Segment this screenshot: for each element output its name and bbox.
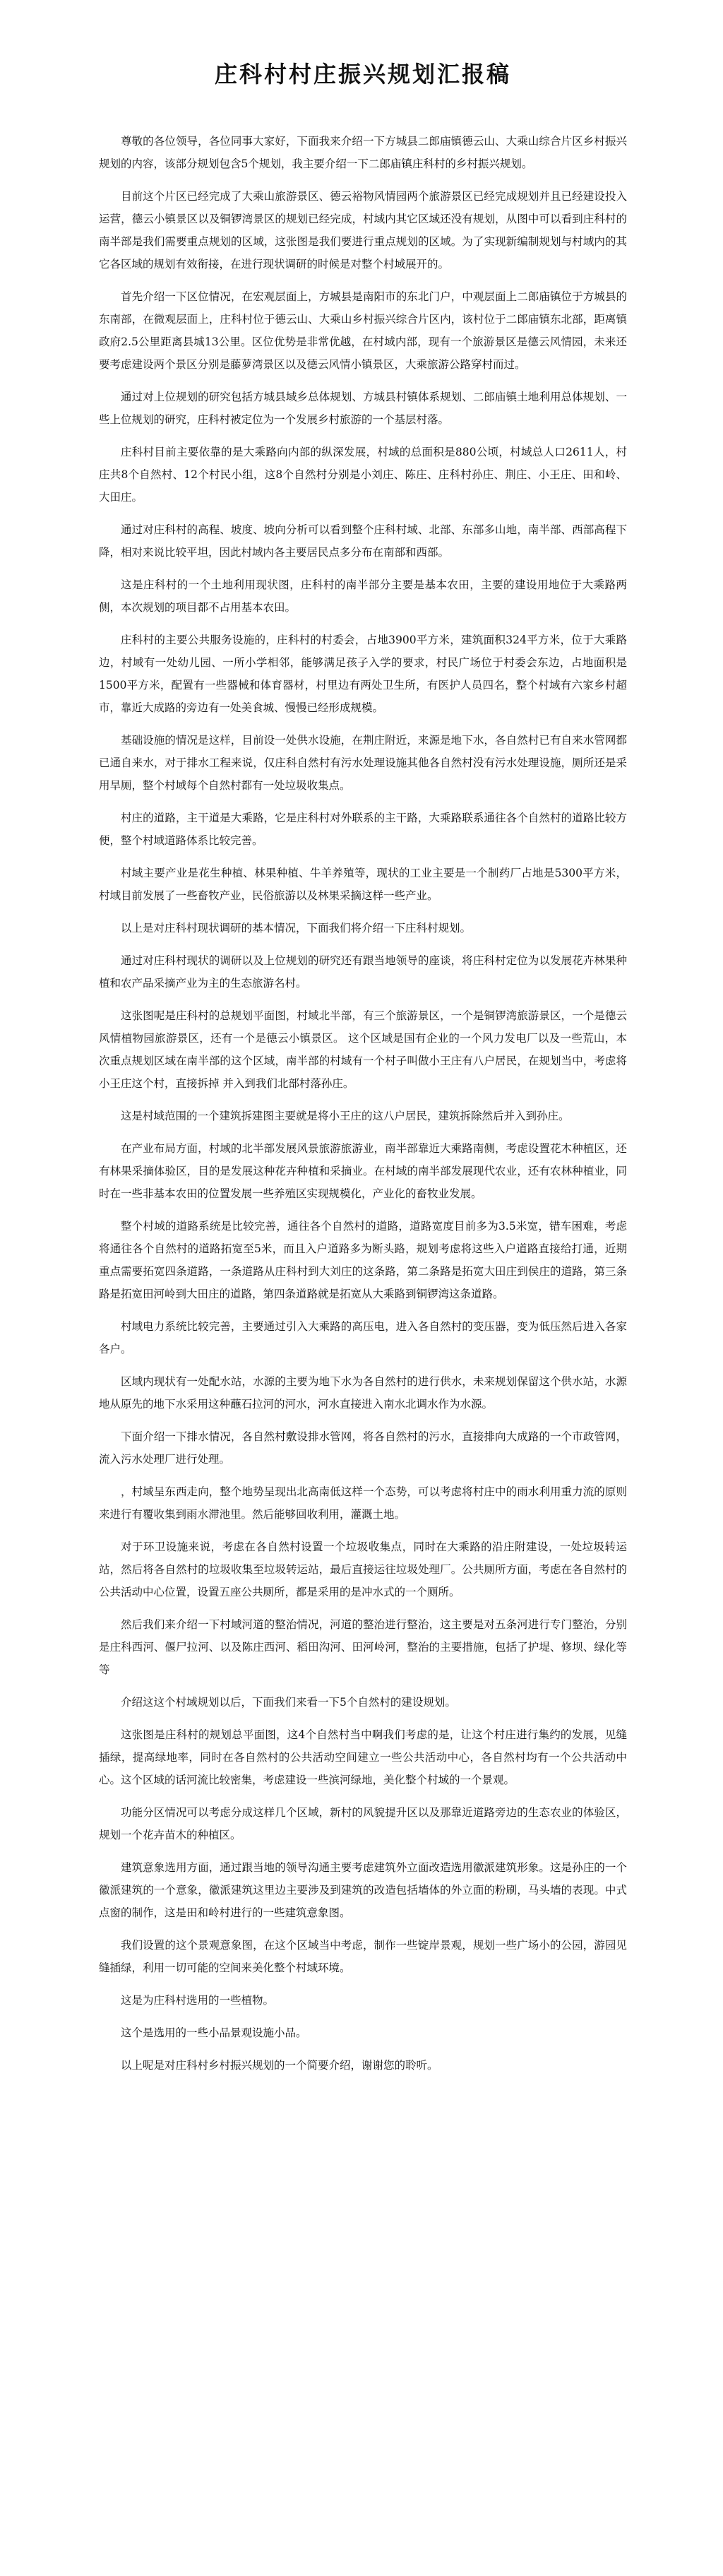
- paragraph: 这是村域范围的一个建筑拆建图主要就是将小王庄的这八户居民，建筑拆除然后并入到孙庄。: [121, 1110, 570, 1122]
- paragraph: 以上呢是对庄科村乡村振兴规划的一个简要介绍，谢谢您的聆听。: [121, 2059, 438, 2072]
- paragraph: 首先介绍一下区位情况，在宏观层面上，方城县是南阳市的东北门户，中观层面上二郎庙镇位于方城县的东南部，在微观层面上，庄科村位于德云山、大乘山乡村振兴综合片区内，该村位于二郎庙镇东北部，距离镇政府2.5公里距离县城13公里。区位优势是非常优越，在村域内部，现有一个旅游景区是德云风情园，未来还要考虑建设两个景区分别是藤萝湾景区以及德云风情小镇景区，大乘旅游公路穿村而过。: [99, 290, 627, 371]
- paragraph: 这个是选用的一些小品景观设施小品。: [121, 2026, 307, 2039]
- paragraph: 通过对上位规划的研究包括方城县域乡总体规划、方城县村镇体系规划、二郎庙镇土地利用总体规划、一些上位规划的研究，庄科村被定位为一个发展乡村旅游的一个基层村落。: [99, 391, 627, 426]
- paragraph: 基础设施的情况是这样，目前设一处供水设施，在荆庄附近，来源是地下水，各自然村已有自来水管网都已通自来水，对于排水工程来说，仅庄科自然村有污水处理设施其他各自然村没有污水处理设施，厕所还是采用旱厕，整个村域每个自然村都有一处垃圾收集点。: [99, 734, 627, 792]
- paragraph: 通过对庄科村现状的调研以及上位规划的研究还有跟当地领导的座谈，将庄科村定位为以发展花卉林果种植和农产品采摘产业为主的生态旅游名村。: [99, 954, 627, 990]
- paragraph: 这是庄科村的一个土地利用现状图，庄科村的南半部分主要是基本农田，主要的建设用地位于大乘路两侧，本次规划的项目都不占用基本农田。: [99, 578, 627, 614]
- paragraph: 对于环卫设施来说，考虑在各自然村设置一个垃圾收集点，同时在大乘路的沿庄附建设，一处垃圾转运站，然后将各自然村的垃圾收集至垃圾转运站，最后直接运往垃圾处理厂。公共厕所方面，考虑在各自然村的公共活动中心位置，设置五座公共厕所，都是采用的是冲水式的一个厕所。: [99, 1541, 627, 1598]
- paragraph: 我们设置的这个景观意象图，在这个区域当中考虑，制作一些锭岸景观，规划一些广场小的公园，游园见缝插绿，利用一切可能的空间来美化整个村域环境。: [99, 1939, 627, 1974]
- paragraph: 下面介绍一下排水情况，各自然村敷设排水管网，将各自然村的污水，直接排向大成路的一个市政管网，流入污水处理厂进行处理。: [99, 1430, 627, 1466]
- paragraph: 整个村域的道路系统是比较完善，通往各个自然村的道路，道路宽度目前多为3.5米宽，错车困难，考虑将通往各个自然村的道路拓宽至5米，而且入户道路多为断头路，规划考虑将这些入户道路直接给打通，近期重点需要拓宽四条道路，一条道路从庄科村到大刘庄的这条路，第二条路是拓宽大田庄到侯庄的道路，第三条路是拓宽田河岭到大田庄的道路，第四条道路就是拓宽从大乘路到铜锣湾这条道路。: [99, 1220, 627, 1300]
- paragraph: 在产业布局方面，村域的北半部发展风景旅游旅游业，南半部靠近大乘路南侧，考虑设置花木种植区，还有林果采摘体验区，目的是发展这种花卉种植和采摘业。在村域的南半部发展现代农业，还有农林种植业，同时在一些非基本农田的位置发展一些养殖区实现规模化，产业化的畜牧业发展。: [99, 1142, 627, 1200]
- paragraph: 以上是对庄科村现状调研的基本情况，下面我们将介绍一下庄科村规划。: [121, 922, 472, 934]
- paragraph: 庄科村的主要公共服务设施的，庄科村的村委会，占地3900平方米，建筑面积324平方米，位于大乘路边，村域有一处幼儿园、一所小学相邻，能够满足孩子入学的要求，村民广场位于村委会东边，占地面积是1500平方米，配置有一些器械和体育器材，村里边有两处卫生所，有医护人员四名，整个村域有六家乡村超市，靠近大成路的旁边有一处美食城、慢慢已经形成规模。: [99, 634, 627, 714]
- document-body: [99, 130, 627, 2077]
- paragraph: ，村域呈东西走向，整个地势呈现出北高南低这样一个态势，可以考虑将村庄中的雨水利用重力流的原则来进行有覆收集到雨水滞池里。然后能够回收利用，灌溉土地。: [99, 1485, 627, 1521]
- paragraph: 这张图是庄科村的规划总平面图，这4个自然村当中啊我们考虑的是，让这个村庄进行集约的发展，见缝插绿，提高绿地率，同时在各自然村的公共活动空间建立一些公共活动中心，各自然村均有一个公共活动中心。这个区域的话河流比较密集，考虑建设一些滨河绿地，美化整个村域的一个景观。: [99, 1728, 627, 1786]
- paragraph: 介绍这这个村域规划以后，下面我们来看一下5个自然村的建设规划。: [121, 1696, 456, 1709]
- paragraph: 功能分区情况可以考虑分成这样几个区域，新村的风貌提升区以及那靠近道路旁边的生态农业的体验区，规划一个花卉苗木的种植区。: [99, 1806, 627, 1841]
- paragraph: 目前这个片区已经完成了大乘山旅游景区、德云裕物风情园两个旅游景区已经完成规划并且已经建设投入运营，德云小镇景区以及铜锣湾景区的规划已经完成，村域内其它区域还没有规划，从图中可以看到庄科村的南半部是我们需要重点规划的区域，这张图是我们要进行重点规划的区域。为了实现新编制规划与村域内的其它各区域的规划有效衔接，在进行现状调研的时候是对整个村域展开的。: [99, 190, 627, 271]
- paragraph: 村域电力系统比较完善，主要通过引入大乘路的高压电，进入各自然村的变压器，变为低压然后进入各家各户。: [99, 1320, 627, 1355]
- paragraph: 庄科村目前主要依靠的是大乘路向内部的纵深发展，村域的总面积是880公顷，村域总人口2611人，村庄共8个自然村、12个村民小组，这8个自然村分别是小刘庄、陈庄、庄科村孙庄、荆庄、小王庄、田和岭、大田庄。: [99, 446, 627, 504]
- paragraph: 村庄的道路，主干道是大乘路，它是庄科村对外联系的主干路，大乘路联系通往各个自然村的道路比较方便，整个村域道路体系比较完善。: [99, 812, 627, 847]
- paragraph: 这是为庄科村选用的一些植物。: [121, 1994, 275, 2007]
- paragraph: 然后我们来介绍一下村域河道的整治情况，河道的整治进行整治，这主要是对五条河进行专门整治，分别是庄科西河、偃尸拉河、以及陈庄西河、稻田沟河、田河岭河，整治的主要措施，包括了护堤、修坝、绿化等等: [99, 1618, 627, 1676]
- document-title: 庄科村村庄振兴规划汇报稿: [214, 61, 511, 88]
- paragraph: 建筑意象选用方面，通过跟当地的领导沟通主要考虑建筑外立面改造选用徽派建筑形象。这是孙庄的一个徽派建筑的一个意象，徽派建筑这里边主要涉及到建筑的改造包括墙体的外立面的粉刷，马头墙的表现。中式点窗的制作，这是田和岭村进行的一些建筑意象图。: [99, 1861, 627, 1919]
- paragraph: 通过对庄科村的高程、坡度、坡向分析可以看到整个庄科村域、北部、东部多山地，南半部、西部高程下降，相对来说比较平坦，因此村域内各主要居民点多分布在南部和西部。: [99, 523, 627, 559]
- paragraph: 这张图呢是庄科村的总规划平面图，村域北半部，有三个旅游景区，一个是铜锣湾旅游景区，一个是德云风情植物园旅游景区，还有一个是德云小镇景区。 这个区域是国有企业的一个风力发电厂以及一些荒山，本次重点规划区域在南半部的这个区域，南半部的村域有一个村子叫做小王庄有八户居民，在规划当中，考虑将小王庄这个村，直接拆掉 并入到我们北部村落孙庄。: [99, 1009, 627, 1090]
- paragraph: 区域内现状有一处配水站，水源的主要为地下水为各自然村的进行供水，未来规划保留这个供水站，水源地从原先的地下水采用这种蘸石拉河的河水，河水直接进入南水北调水作为水源。: [99, 1375, 627, 1411]
- paragraph: 尊敬的各位领导，各位同事大家好，下面我来介绍一下方城县二郎庙镇德云山、大乘山综合片区乡村振兴规划的内容，该部分规划包含5个规划，我主要介绍一下二郎庙镇庄科村的乡村振兴规划。: [99, 135, 627, 170]
- paragraph: 村域主要产业是花生种植、林果种植、牛羊养殖等，现状的工业主要是一个制药厂占地是5300平方米，村域目前发展了一些畜牧产业，民俗旅游以及林果采摘这样一些产业。: [99, 867, 627, 902]
